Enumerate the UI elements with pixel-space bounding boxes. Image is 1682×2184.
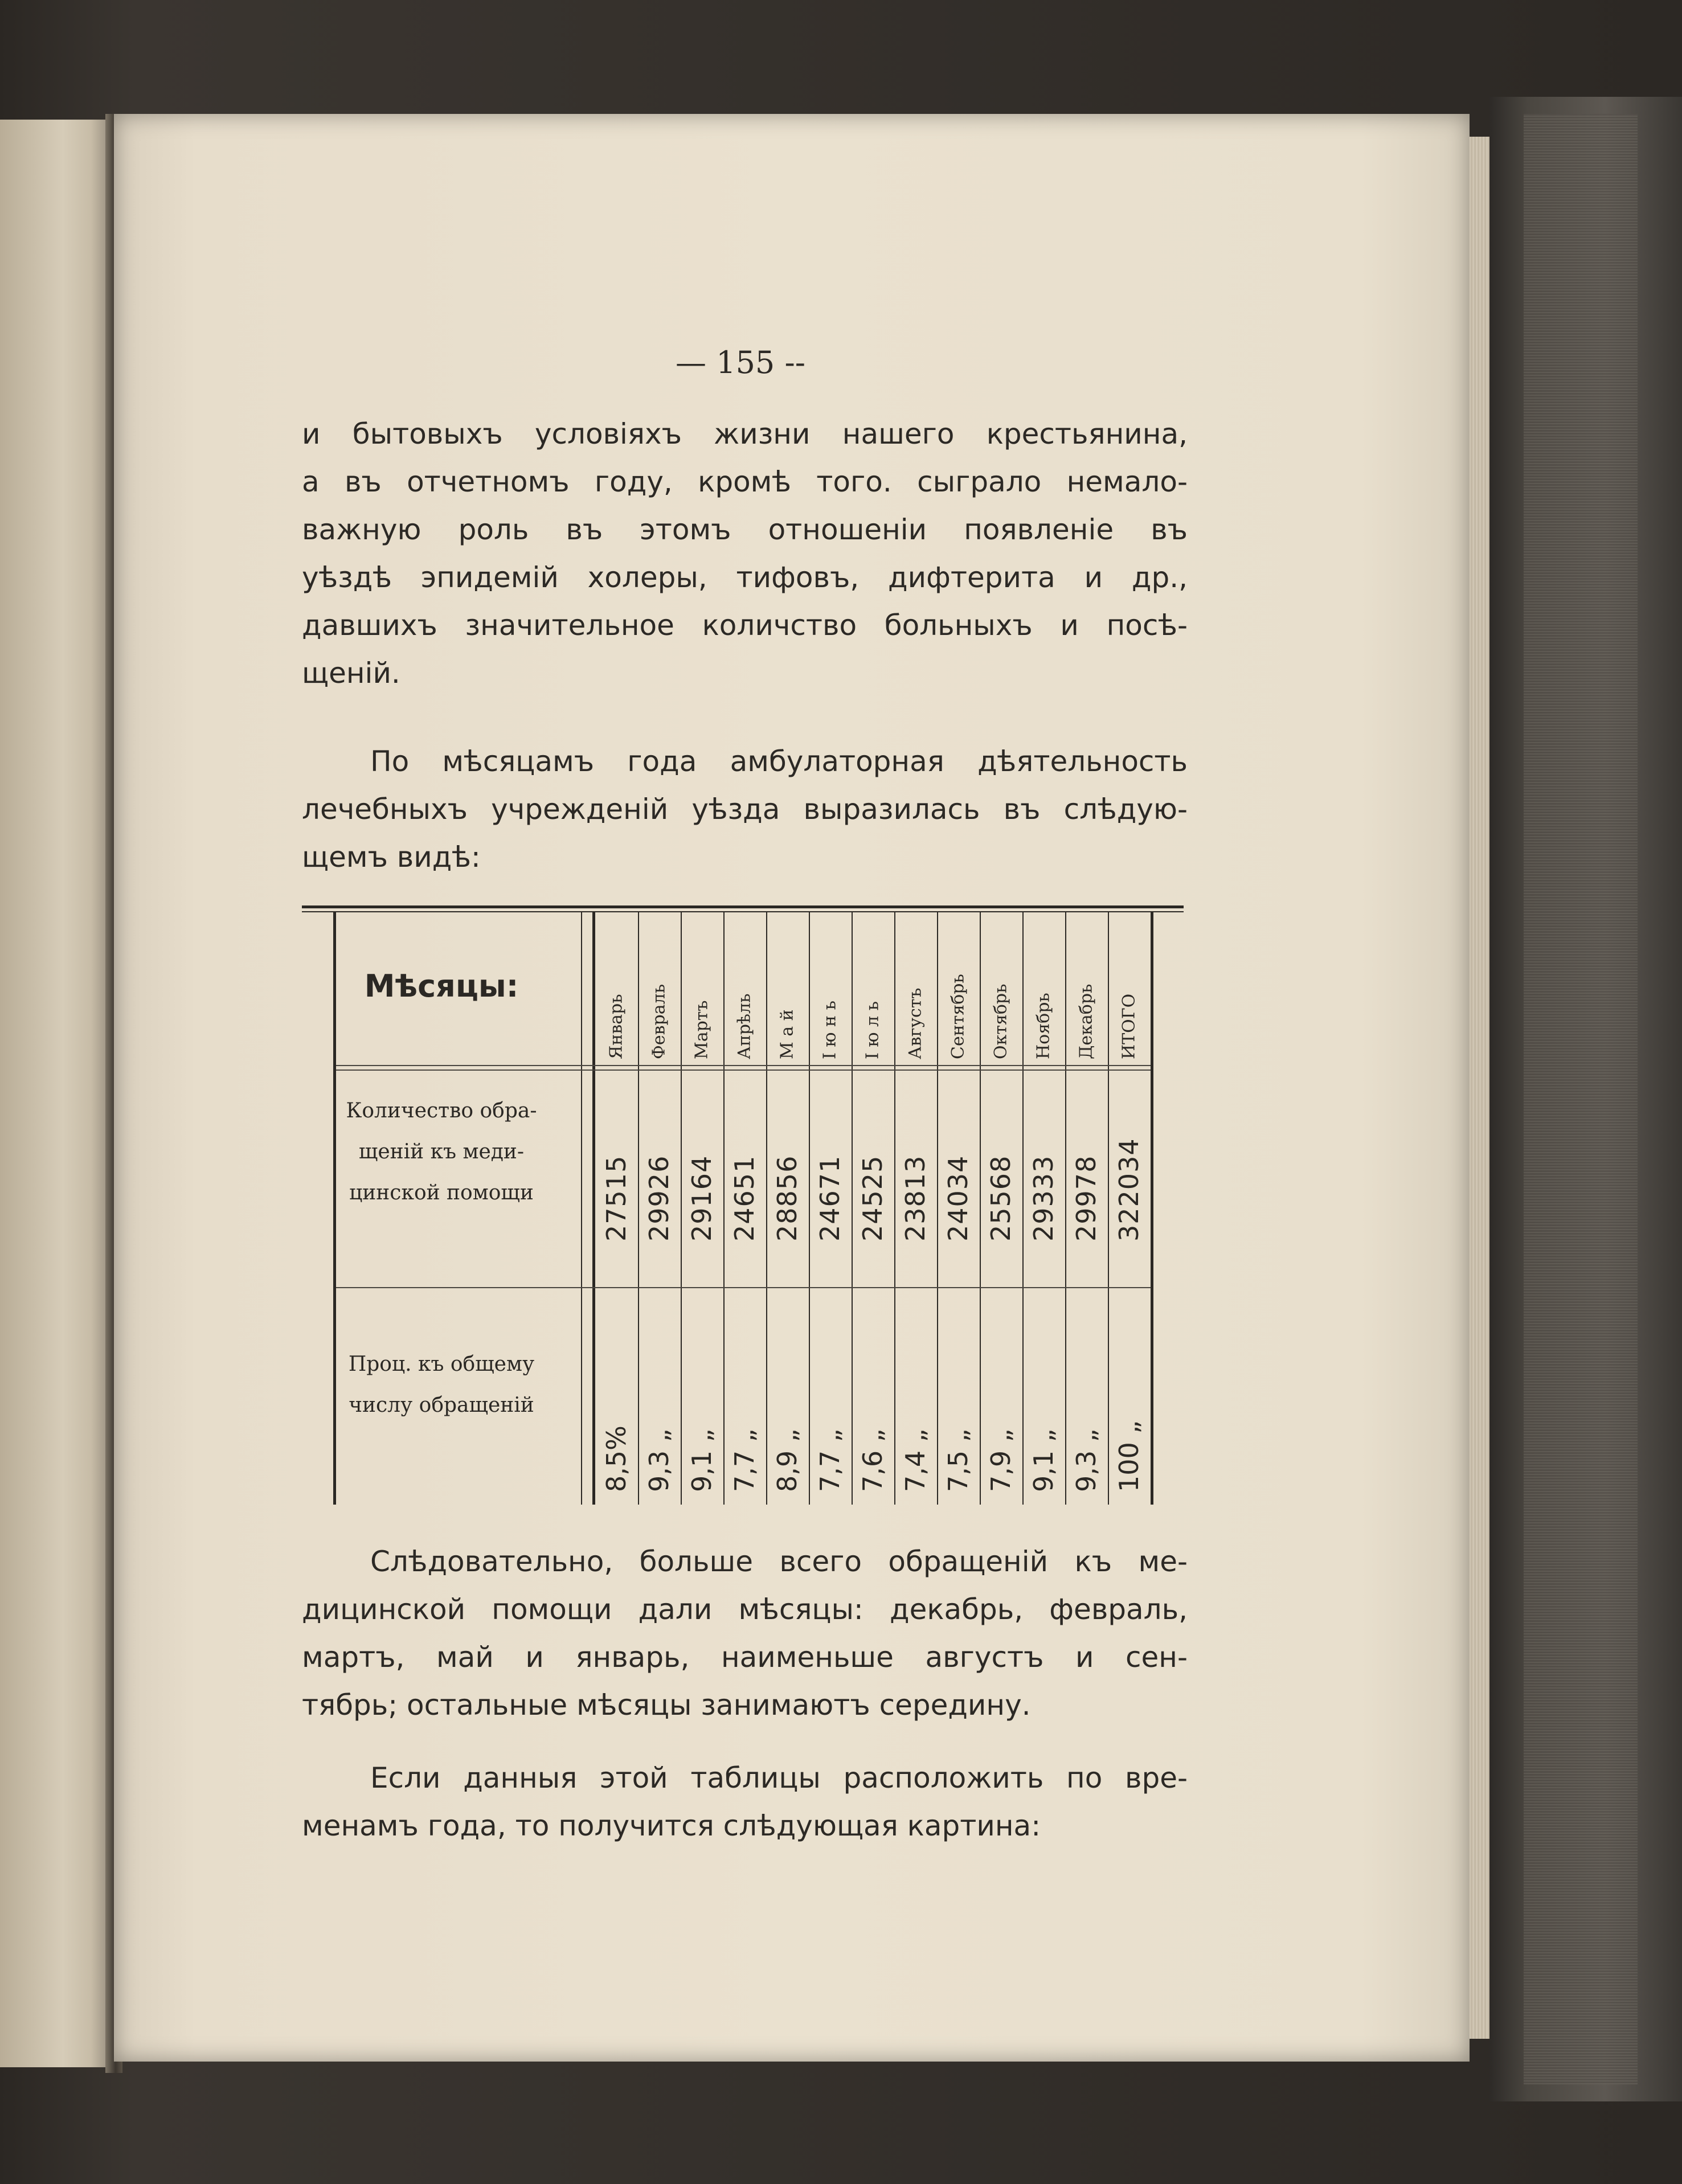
- table-column: [1108, 905, 1150, 1503]
- left-page-edge: [0, 120, 114, 2067]
- table-column: [681, 905, 723, 1503]
- table-column: [937, 905, 979, 1503]
- row-label-line: цинской помощи: [349, 1181, 534, 1204]
- month-header: М а й: [777, 1009, 797, 1059]
- book-cover-right: [1489, 97, 1682, 2101]
- row-label-line: Проц. къ общему: [348, 1353, 535, 1376]
- month-header: ИТОГО: [1119, 993, 1139, 1059]
- table-column: [894, 905, 936, 1503]
- count-cell: 23813: [900, 1155, 931, 1241]
- text-line: Слѣдовательно, больше всего обращеній къ ме-: [370, 1545, 1188, 1578]
- row-label-count: [336, 1091, 547, 1214]
- table-column: [852, 905, 894, 1503]
- text-line: давшихъ значительное количство больныхъ и посѣ-: [302, 609, 1188, 642]
- row-label-line: щеній къ меди-: [358, 1140, 525, 1163]
- text-line: тябрь; остальные мѣсяцы занимаютъ середину.: [302, 1689, 1031, 1722]
- count-cell: 27515: [601, 1155, 632, 1241]
- percent-cell: 7,7 „: [729, 1428, 760, 1492]
- paragraph-3: [302, 1538, 1188, 1729]
- text-line: важную роль въ этомъ отношеніи появленіе въ: [302, 513, 1188, 546]
- percent-cell: 9,1 „: [686, 1428, 717, 1492]
- page-edges: [1467, 137, 1489, 2039]
- table-column: [809, 905, 851, 1503]
- percent-cell: 7,9 „: [985, 1428, 1016, 1492]
- table-column: [595, 905, 637, 1503]
- row-label-percent: [336, 1344, 547, 1426]
- count-cell: 24671: [815, 1155, 845, 1241]
- text-line: мартъ, май и январь, наименьше августъ и сен-: [302, 1641, 1188, 1674]
- count-cell: 29164: [686, 1155, 717, 1241]
- monthly-table: [302, 905, 1184, 1506]
- paragraph-2: [302, 737, 1188, 881]
- percent-cell: 9,3 „: [1071, 1428, 1102, 1492]
- table-column: [723, 905, 766, 1503]
- percent-cell: 7,5 „: [943, 1428, 973, 1492]
- table-column: [1022, 905, 1065, 1503]
- percent-cell: 8,9 „: [772, 1428, 803, 1492]
- percent-cell: 7,7 „: [815, 1428, 845, 1492]
- percent-cell: 9,1 „: [1028, 1428, 1059, 1492]
- month-header: Октябрь: [991, 984, 1011, 1059]
- text-line: По мѣсяцамъ года амбулаторная дѣятельность: [370, 745, 1188, 778]
- text-line: дицинской помощи дали мѣсяцы: декабрь, февраль,: [302, 1593, 1188, 1626]
- table-column: [1065, 905, 1107, 1503]
- percent-cell: 8,5%: [601, 1425, 632, 1492]
- table-label-divider-thin: [581, 912, 582, 1505]
- text-line: щемъ видѣ:: [302, 841, 481, 874]
- page-number: — 155 --: [676, 345, 805, 380]
- text-line: а въ отчетномъ году, кромѣ того. сыграло немало-: [302, 465, 1188, 498]
- month-header: Декабрь: [1076, 984, 1096, 1059]
- month-header: І ю н ь: [820, 1001, 840, 1059]
- percent-cell: 100 „: [1114, 1420, 1144, 1492]
- text-line: щеній.: [302, 657, 400, 690]
- row-label-line: числу обращеній: [349, 1394, 534, 1417]
- text-line: уѣздѣ эпидемій холеры, тифовъ, дифтерита и др.,: [302, 561, 1188, 594]
- month-header: І ю л ь: [862, 1001, 883, 1059]
- count-cell: 322034: [1114, 1138, 1144, 1241]
- paragraph-1: [302, 410, 1188, 697]
- count-cell: 29333: [1028, 1155, 1059, 1241]
- text-line: и бытовыхъ условіяхъ жизни нашего крестьянина,: [302, 417, 1188, 450]
- table-right-border: [1151, 912, 1153, 1505]
- month-header: Апрѣль: [734, 993, 755, 1059]
- paragraph-4: [302, 1754, 1188, 1850]
- month-header: Сентябрь: [948, 974, 968, 1059]
- month-header: Ноябрь: [1033, 993, 1054, 1059]
- count-cell: 29926: [644, 1155, 674, 1241]
- table-column: [638, 905, 680, 1503]
- text-line: Если данныя этой таблицы расположить по вре-: [370, 1761, 1188, 1794]
- percent-cell: 7,6 „: [857, 1428, 888, 1492]
- count-cell: 24034: [943, 1155, 973, 1241]
- months-header: Мѣсяцы:: [364, 968, 519, 1004]
- table-column: [980, 905, 1022, 1503]
- row-label-line: Количество обра-: [346, 1099, 537, 1122]
- percent-cell: 9,3 „: [644, 1428, 674, 1492]
- text-line: лечебныхъ учрежденій уѣзда выразилась въ слѣдую-: [302, 793, 1188, 826]
- count-cell: 24651: [729, 1155, 760, 1241]
- count-cell: 25568: [985, 1155, 1016, 1241]
- month-header: Мартъ: [691, 1000, 712, 1059]
- month-header: Августъ: [905, 987, 926, 1059]
- month-header: Февраль: [649, 984, 669, 1059]
- count-cell: 28856: [772, 1155, 803, 1241]
- count-cell: 29978: [1071, 1155, 1102, 1241]
- percent-cell: 7,4 „: [900, 1428, 931, 1492]
- count-cell: 24525: [857, 1155, 888, 1241]
- month-header: Январь: [606, 994, 627, 1059]
- text-line: менамъ года, то получится слѣдующая картина:: [302, 1809, 1041, 1842]
- table-column: [766, 905, 808, 1503]
